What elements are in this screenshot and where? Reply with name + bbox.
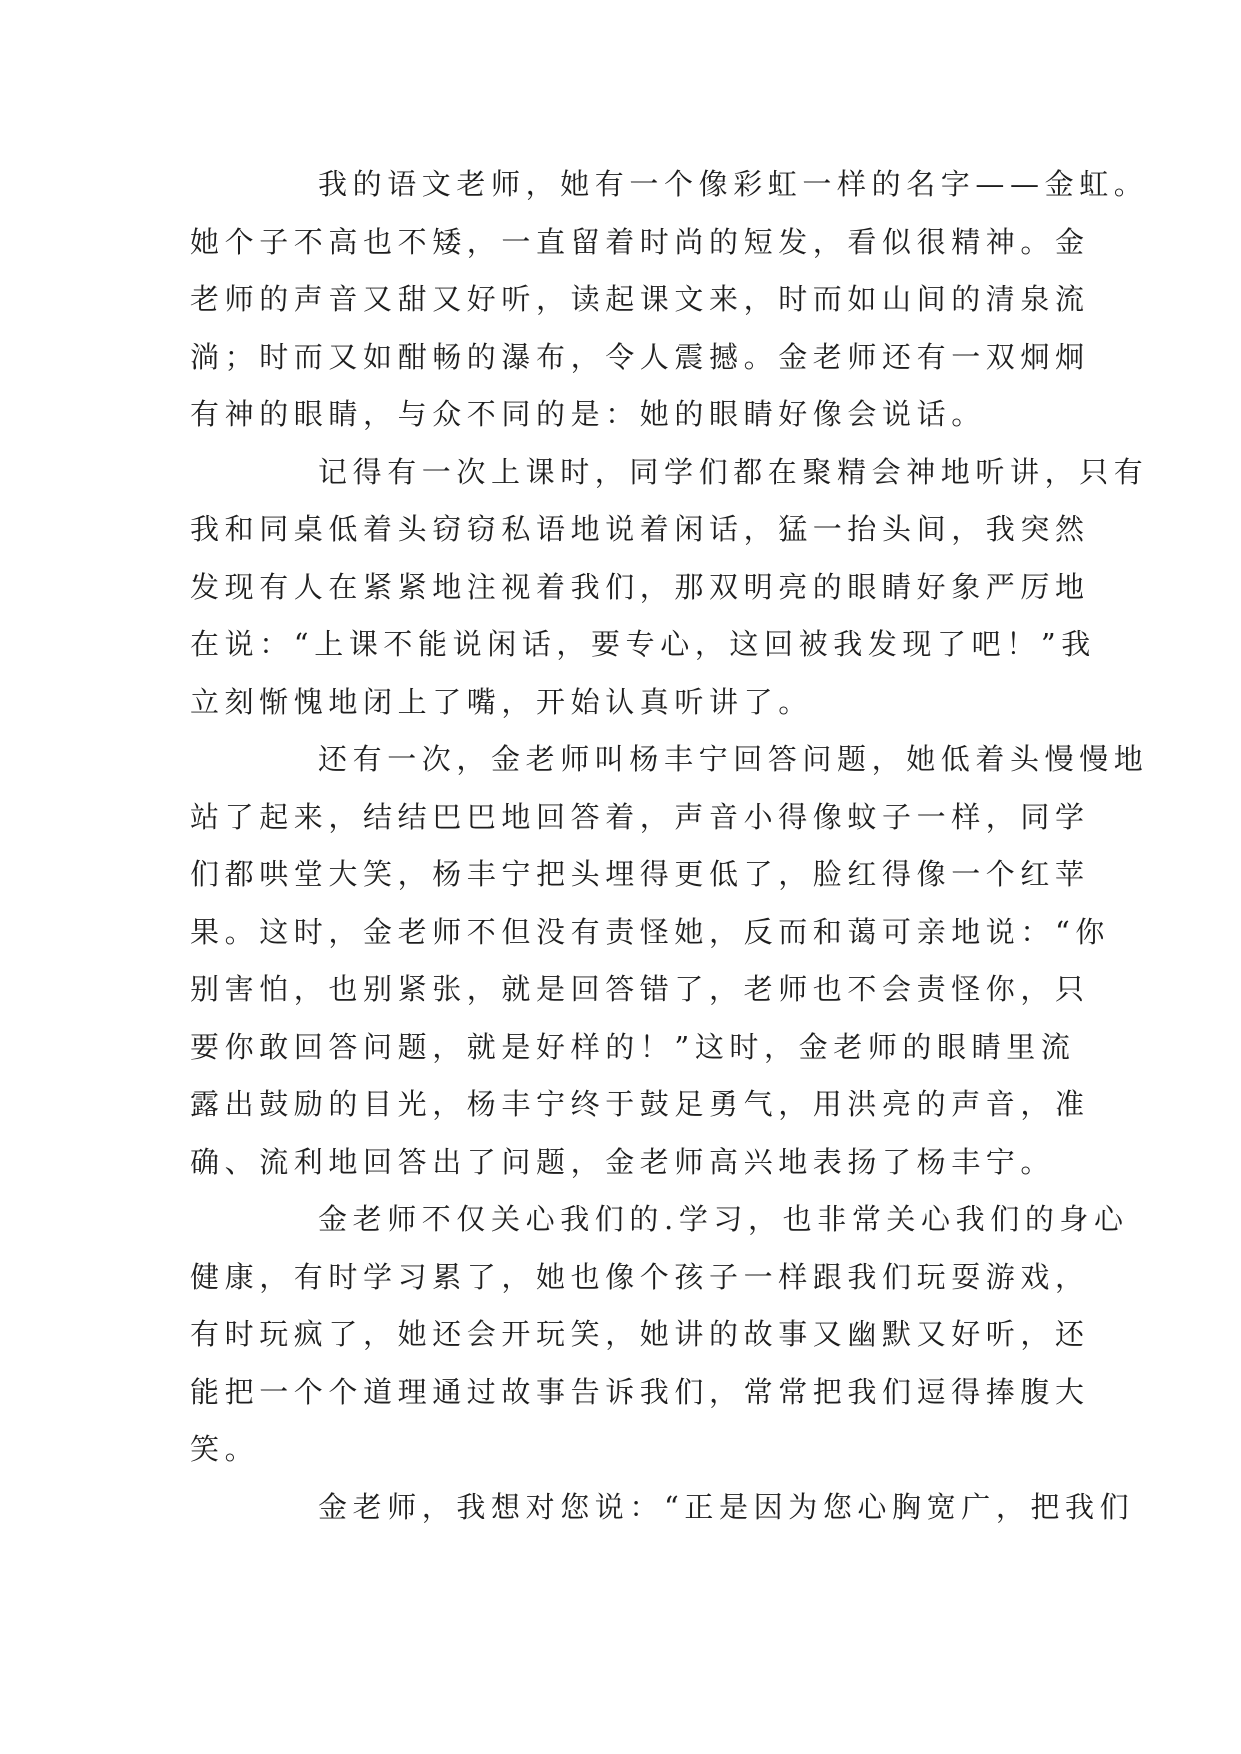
text-line: 别害怕，也别紧张，就是回答错了，老师也不会责怪你，只 (190, 972, 1090, 1006)
text-line: 们都哄堂大笑，杨丰宁把头埋得更低了，脸红得像一个红苹 (190, 857, 1090, 891)
text-line: 有时玩疯了，她还会开玩笑，她讲的故事又幽默又好听，还 (190, 1317, 1090, 1351)
text-line: 老师的声音又甜又好听，读起课文来，时而如山间的清泉流 (190, 282, 1090, 316)
text-line: 要你敢回答问题，就是好样的！”这时，金老师的眼睛里流 (190, 1029, 1076, 1064)
text-line: 我的语文老师，她有一个像彩虹一样的名字——金虹。 (318, 167, 1149, 201)
text-line: 果。这时，金老师不但没有责怪她，反而和蔼可亲地说：“你 (190, 914, 1111, 949)
text-line: 站了起来，结结巴巴地回答着，声音小得像蚊子一样，同学 (190, 799, 1090, 834)
text-line: 发现有人在紧紧地注视着我们，那双明亮的眼睛好象严厉地 (190, 569, 1090, 604)
text-line: 确、流利地回答出了问题，金老师高兴地表扬了杨丰宁。 (190, 1144, 1056, 1179)
paragraph (190, 731, 1149, 1191)
text-line: 记得有一次上课时，同学们都在聚精会神地听讲，只有 (318, 454, 1149, 489)
text-line: 金老师，我想对您说：“正是因为您心胸宽广，把我们 (318, 1489, 1135, 1524)
text-line: 笑。 (190, 1432, 260, 1466)
text-line: 金老师不仅关心我们的.学习，也非常关心我们的身心 (318, 1202, 1129, 1236)
text-line: 露出鼓励的目光，杨丰宁终于鼓足勇气，用洪亮的声音，准 (190, 1087, 1090, 1121)
text-line: 立刻惭愧地闭上了嘴，开始认真听讲了。 (190, 684, 813, 719)
text-line: 还有一次，金老师叫杨丰宁回答问题，她低着头慢慢地 (318, 742, 1149, 776)
paragraph (190, 1479, 1135, 1537)
text-line: 淌；时而又如酣畅的瀑布，令人震撼。金老师还有一双炯炯 (190, 339, 1090, 374)
paragraph (190, 1191, 1129, 1479)
text-line: 在说：“上课不能说闲话，要专心，这回被我发现了吧！”我 (190, 627, 1096, 661)
article-body (190, 156, 1149, 1536)
text-line: 我和同桌低着头窃窃私语地说着闲话，猛一抬头间，我突然 (190, 512, 1090, 546)
paragraph (190, 444, 1149, 732)
text-line: 能把一个个道理通过故事告诉我们，常常把我们逗得捧腹大 (190, 1374, 1090, 1409)
text-line: 健康，有时学习累了，她也像个孩子一样跟我们玩耍游戏， (190, 1259, 1090, 1294)
text-line: 有神的眼睛，与众不同的是：她的眼睛好像会说话。 (190, 397, 986, 431)
text-line: 她个子不高也不矮，一直留着时尚的短发，看似很精神。金 (190, 224, 1090, 259)
paragraph (190, 156, 1149, 444)
